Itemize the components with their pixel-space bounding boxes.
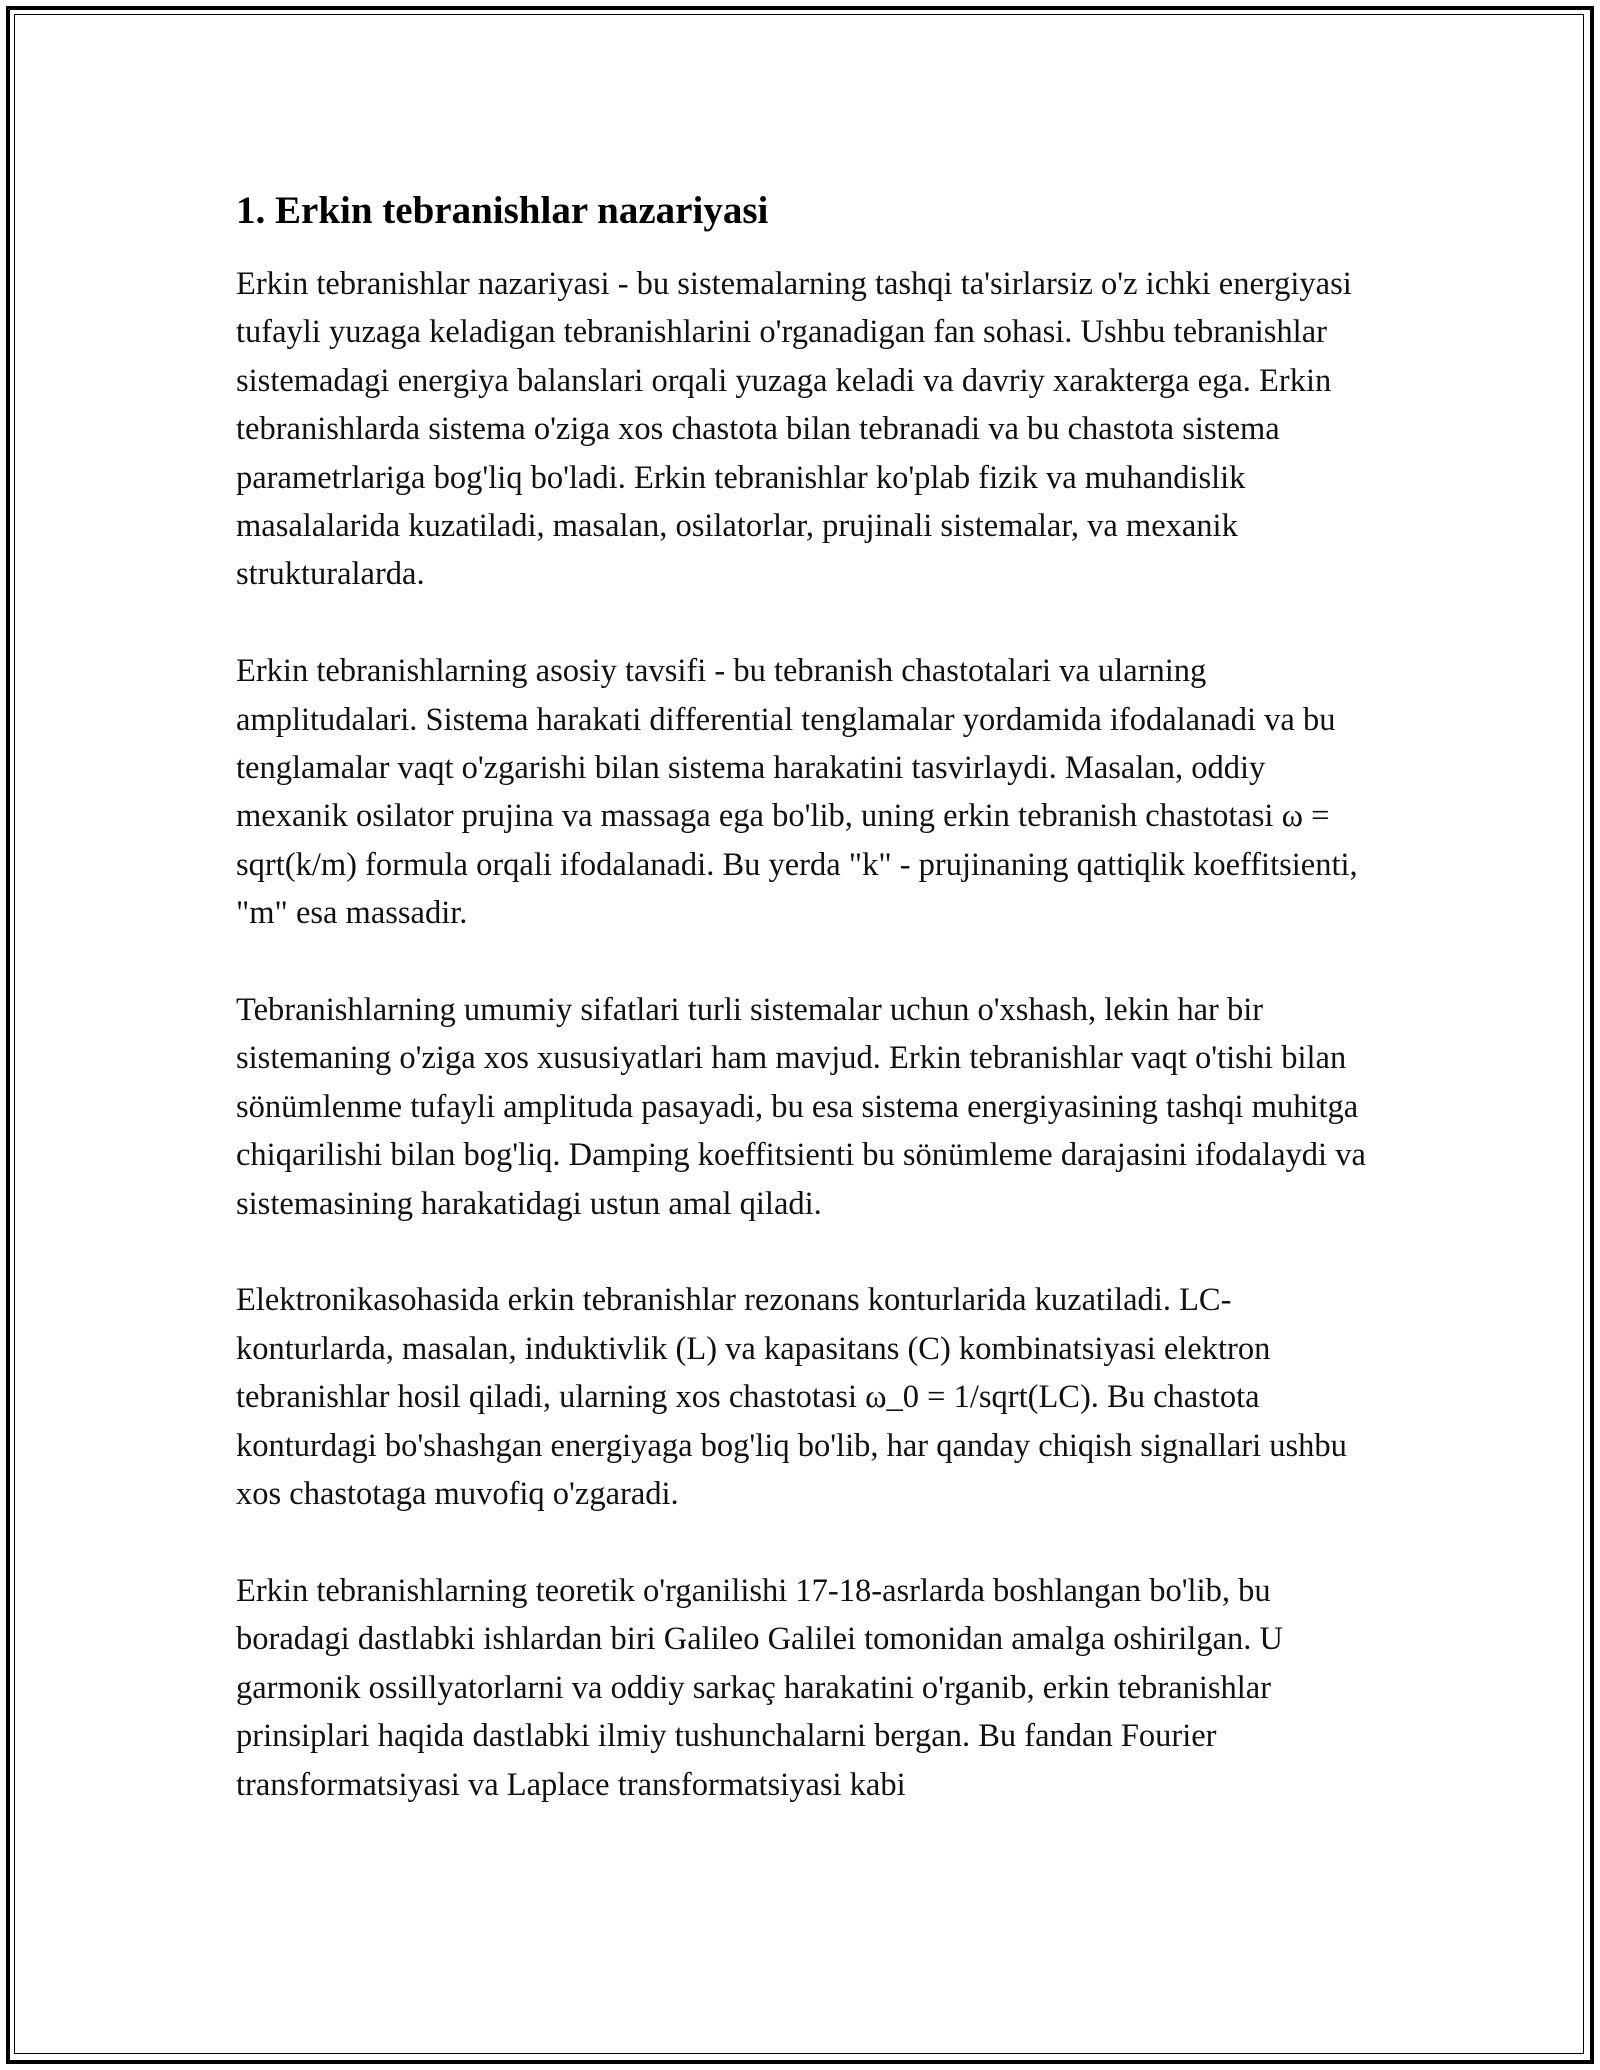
document-body — [236, 186, 1376, 1857]
paragraph-3: Tebranishlarning umumiy sifatlari turli sistemalar uchun o'xshash, lekin har bir sistemaning o'ziga xos xususiyatlari ham mavjud. Erkin tebranishlar vaqt o'tishi bilan sönümlenme tufayli amplituda pasayadi, bu esa sistema energiyasining tashqi muhitga chiqarilishi bilan bog'liq. Damping koeffitsienti bu sönümleme darajasini ifodalaydi va sistemasining harakatidagi ustun amal qiladi. — [236, 992, 1366, 1222]
section-heading: 1. Erkin tebranishlar nazariyasi — [236, 189, 769, 232]
paragraph-2: Erkin tebranishlarning asosiy tavsifi - bu tebranish chastotalari va ularning amplitudalari. Sistema harakati differential tenglamalar yordamida ifodalanadi va bu tenglamalar vaqt o'zgarishi bilan sistema harakatini tasvirlaydi. Masalan, oddiy mexanik osilator prujina va massaga ega bo'lib, uning erkin tebranish chastotasi ω = sqrt(k/m) formula orqali ifodalanadi. Bu yerda "k" - prujinaning qattiqlik koeffitsienti, "m" esa massadir. — [236, 653, 1358, 932]
paragraph-1: Erkin tebranishlar nazariyasi - bu sistemalarning tashqi ta'sirlarsiz o'z ichki energiyasi tufayli yuzaga keladigan tebranishlarini o'rganadigan fan sohasi. Ushbu tebranishlar sistemadagi energiya balanslari orqali yuzaga keladi va davriy xarakterga ega. Erkin tebranishlarda sistema o'ziga xos chastota bilan tebranadi va bu chastota sistema parametrlariga bog'liq bo'ladi. Erkin tebranishlar ko'plab fizik va muhandislik masalalarida kuzatiladi, masalan, osilatorlar, prujinali sistemalar, va mexanik strukturalarda. — [236, 266, 1352, 593]
paragraph-4: Elektronikasohasida erkin tebranishlar rezonans konturlarida kuzatiladi. LC-konturlarda, masalan, induktivlik (L) va kapasitans (C) kombinatsiyasi elektron tebranishlar hosil qiladi, ularning xos chastotasi ω_0 = 1/sqrt(LC). Bu chastota konturdagi bo'shashgan energiyaga bog'liq bo'lib, har qanday chiqish signallari ushbu xos chastotaga muvofiq o'zgaradi. — [236, 1282, 1347, 1513]
paragraph-5: Erkin tebranishlarning teoretik o'rganilishi 17-18-asrlarda boshlangan bo'lib, bu boradagi dastlabki ishlardan biri Galileo Galilei tomonidan amalga oshirilgan. U garmonik ossillyatorlarni va oddiy sarkaç harakatini o'rganib, erkin tebranishlar prinsiplari haqida dastlabki ilmiy tushunchalarni bergan. Bu fandan Fourier transformatsiyasi va Laplace transformatsiyasi kabi — [236, 1572, 1283, 1803]
